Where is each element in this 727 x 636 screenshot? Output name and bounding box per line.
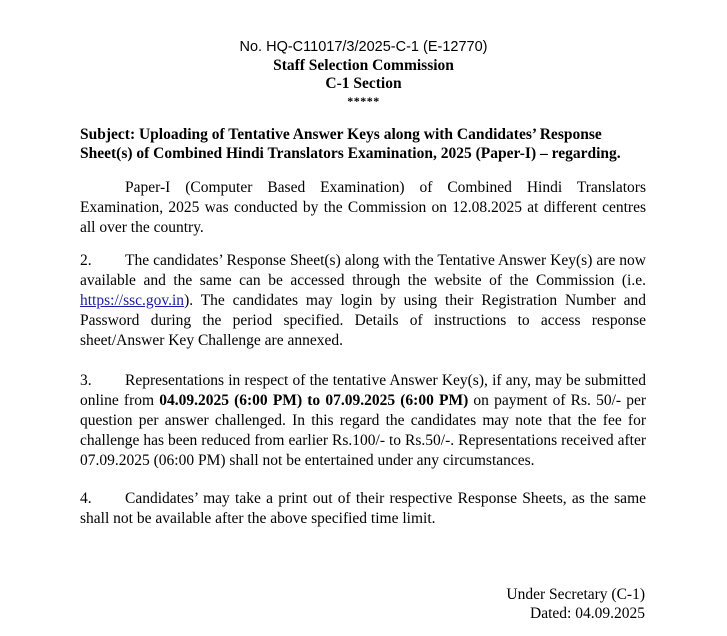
challenge-start-date: 04.09.2025 (6:00 PM) — [159, 392, 303, 409]
paragraph-1: Paper-I (Computer Based Examination) of Combined Hindi Translators Examination, 2025 was conducted by the Commission on 12.08.2025 at different centres all over the country. — [80, 179, 646, 236]
reference-number: No. HQ-C11017/3/2025-C-1 (E-12770) — [239, 39, 488, 55]
paragraph-text: Candidates’ may take a print out of their respective Response Sheets, as the same shall not be available after the above specified time limit. — [80, 490, 646, 527]
header-separator-stars: ***** — [347, 94, 380, 108]
section-name: C-1 Section — [325, 75, 402, 92]
to-word: to — [302, 392, 326, 409]
paragraph-text: The candidates’ Response Sheet(s) along with the Tentative Answer Key(s) are now available and the same can be accessed through the website of the Commission (i.e. — [80, 252, 646, 289]
paragraph-3 — [80, 371, 646, 471]
paragraph-text: on payment of Rs. 50/- per question per answer challenged. In this regard the candidates may note that the fee for challenge has been reduced from earlier Rs.100/- to Rs.50/-. Representations received after 07.09.2025 (06:00 PM) shall not be entertained under any circumstances. — [80, 392, 646, 469]
signatory-designation: Under Secretary (C-1) — [506, 586, 645, 603]
paragraph-4 — [80, 489, 646, 529]
subject-line: Subject: Uploading of Tentative Answer Keys along with Candidates’ Response Sheet(s) of Combined Hindi Translators Examination, 2025 (Paper-I) – regarding. — [80, 126, 621, 162]
signature-date: Dated: 04.09.2025 — [530, 605, 645, 622]
ssc-website-link[interactable]: https://ssc.gov.in — [80, 292, 185, 309]
paragraph-text: ). The candidates may login by using their Registration Number and Password during the period specified. Details of instructions to access response sheet/Answer Key Challenge are annexed. — [80, 292, 646, 349]
paragraph-number: 2. — [80, 252, 92, 269]
paragraph-text: Representations in respect of the tentative Answer Key(s), if any, may be submitted online from — [80, 372, 646, 409]
paragraph-number: 3. — [80, 372, 92, 389]
organisation-name: Staff Selection Commission — [273, 57, 454, 74]
paragraph-2 — [80, 251, 646, 351]
challenge-end-date: 07.09.2025 (6:00 PM) — [325, 392, 469, 409]
paragraph-number: 4. — [80, 490, 92, 507]
